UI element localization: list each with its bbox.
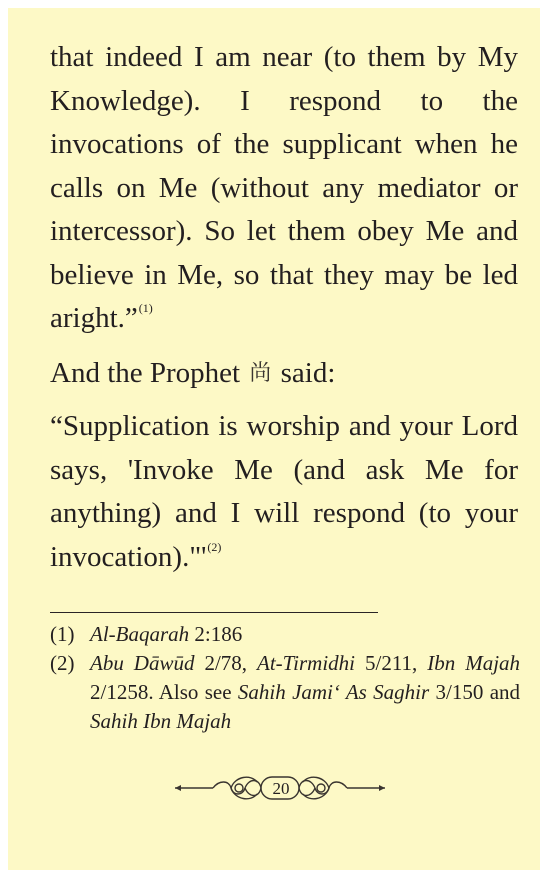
paragraph-quran-quote xyxy=(50,36,518,341)
paragraph-hadith-quote-text: “Supplication is worship and your Lord says, 'Invoke Me (and ask Me for anything) and I will respond (to your invocation)."' xyxy=(50,410,518,573)
footnote-1 xyxy=(50,620,520,649)
footnote-2-text xyxy=(90,649,520,736)
pbuh-honorific-icon: 尚 xyxy=(249,359,272,385)
footnote-1-number: (1) xyxy=(50,622,75,646)
footnote-2-ref-ibn-majah: 2/1258. Also see xyxy=(90,680,232,704)
page-edge xyxy=(540,0,546,876)
book-page xyxy=(8,8,542,870)
footnote-1-source: Al-Baqarah xyxy=(90,622,190,646)
footnote-2-source-abu-dawud: Abu Dāwūd xyxy=(90,651,195,675)
footnote-1-text xyxy=(90,620,520,649)
footnote-divider xyxy=(50,612,378,613)
paragraph-hadith-quote xyxy=(50,405,518,579)
footnote-2-ref-sahih-jami: 3/150 and xyxy=(435,680,521,704)
footnote-2-ref-abu-dawud: 2/78, xyxy=(204,651,248,675)
footnote-2 xyxy=(50,649,520,736)
footnote-ref-2[interactable]: (2) xyxy=(207,539,222,554)
footnote-2-number: (2) xyxy=(50,651,75,675)
footnote-2-source-tirmidhi: At-Tirmidhi xyxy=(257,651,356,675)
footnote-2-source-sahih-ibn-majah: Sahih Ibn Majah xyxy=(90,709,232,733)
main-text xyxy=(50,36,518,579)
footnote-2-source-ibn-majah: Ibn Majah xyxy=(427,651,521,675)
footnote-2-source-sahih-jami: Sahih Jami‘ As Saghir xyxy=(237,680,430,704)
footnote-1-ref: 2:186 xyxy=(194,622,243,646)
paragraph-quran-quote-text: that indeed I am near (to them by My Knowledge). I respond to the invocations of the supplicant when he calls on Me (without any mediator or intercessor). So let them obey Me and believe in Me, so that they may be led aright.” xyxy=(50,41,518,334)
footnote-2-ref-tirmidhi: 5/211, xyxy=(365,651,418,675)
footnotes xyxy=(50,620,520,736)
paragraph-prophet-said xyxy=(50,351,518,396)
prophet-said-before: And the Prophet xyxy=(50,356,241,389)
footnote-ref-1[interactable]: (1) xyxy=(138,301,153,316)
page-number: 20 xyxy=(272,779,290,798)
prophet-said-after: said: xyxy=(280,356,336,389)
